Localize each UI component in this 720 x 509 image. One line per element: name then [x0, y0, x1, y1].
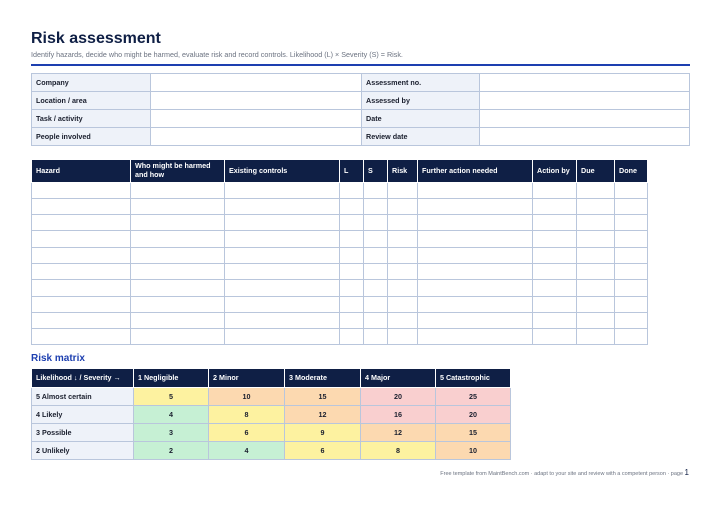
matrix-corner-label: Likelihood ↓ / Severity → — [32, 369, 134, 387]
hazard-cell[interactable] — [615, 215, 648, 231]
hazard-cell[interactable] — [533, 312, 577, 328]
footer-text: Free template from MaintBench.com · adapt to your site and review with a competent person · page — [440, 471, 684, 477]
hazard-cell[interactable] — [533, 280, 577, 296]
assessment-info-table — [31, 73, 690, 146]
hazard-cell[interactable] — [388, 280, 418, 296]
info-row — [32, 92, 690, 110]
hazard-cell[interactable] — [131, 296, 225, 312]
hazard-cell[interactable] — [418, 231, 533, 247]
hazard-cell[interactable] — [225, 280, 340, 296]
hazard-cell[interactable] — [32, 329, 131, 345]
task-label: Task / activity — [32, 110, 151, 128]
likelihood-label: 2 Unlikely — [32, 441, 134, 459]
matrix-body — [32, 387, 511, 459]
matrix-row — [32, 405, 511, 423]
col-header-hazard: Hazard — [32, 160, 131, 182]
col-header-who-harmed: Who might be harmed and how — [131, 160, 225, 182]
hazard-cell[interactable] — [577, 231, 615, 247]
hazard-cell[interactable] — [32, 231, 131, 247]
hazard-cell[interactable] — [533, 263, 577, 279]
hazard-cell[interactable] — [615, 263, 648, 279]
matrix-header-row — [32, 369, 511, 387]
hazard-cell[interactable] — [340, 247, 364, 263]
hazard-cell[interactable] — [418, 296, 533, 312]
hazard-cell[interactable] — [615, 231, 648, 247]
severity-header: 1 Negligible — [134, 369, 209, 387]
hazard-cell[interactable] — [577, 312, 615, 328]
hazard-cell[interactable] — [364, 231, 388, 247]
hazard-cell[interactable] — [225, 263, 340, 279]
hazard-cell[interactable] — [131, 182, 225, 198]
location-field[interactable] — [151, 92, 362, 110]
risk-score-cell: 2 — [134, 441, 209, 459]
hazard-cell[interactable] — [418, 215, 533, 231]
col-header-done: Done — [615, 160, 648, 182]
risk-score-cell: 5 — [134, 387, 209, 405]
title-divider — [31, 64, 690, 66]
hazard-cell[interactable] — [340, 215, 364, 231]
hazard-cell[interactable] — [533, 231, 577, 247]
hazard-cell[interactable] — [388, 296, 418, 312]
hazard-table — [31, 160, 648, 345]
hazard-cell[interactable] — [418, 182, 533, 198]
hazard-cell[interactable] — [577, 263, 615, 279]
hazard-cell[interactable] — [131, 263, 225, 279]
risk-score-cell: 8 — [209, 405, 285, 423]
hazard-row — [32, 296, 648, 312]
hazard-cell[interactable] — [32, 198, 131, 214]
hazard-cell[interactable] — [364, 198, 388, 214]
hazard-cell[interactable] — [131, 280, 225, 296]
hazard-cell[interactable] — [131, 247, 225, 263]
assessed-by-label: Assessed by — [362, 92, 480, 110]
page-number: 1 — [684, 468, 689, 477]
risk-score-cell: 3 — [134, 423, 209, 441]
risk-score-cell: 20 — [361, 387, 436, 405]
hazard-cell[interactable] — [364, 312, 388, 328]
hazard-cell[interactable] — [577, 182, 615, 198]
hazard-cell[interactable] — [615, 296, 648, 312]
hazard-row — [32, 247, 648, 263]
hazard-cell[interactable] — [388, 247, 418, 263]
risk-score-cell: 10 — [209, 387, 285, 405]
hazard-cell[interactable] — [388, 263, 418, 279]
hazard-table-body — [32, 182, 648, 345]
hazard-cell[interactable] — [225, 215, 340, 231]
col-header-risk: Risk — [388, 160, 418, 182]
date-field[interactable] — [480, 110, 690, 128]
hazard-row — [32, 312, 648, 328]
location-label: Location / area — [32, 92, 151, 110]
hazard-cell[interactable] — [225, 182, 340, 198]
assessment-no-label: Assessment no. — [362, 74, 480, 92]
assessment-no-field[interactable] — [480, 74, 690, 92]
risk-score-cell: 6 — [285, 441, 361, 459]
review-date-field[interactable] — [480, 128, 690, 146]
hazard-cell[interactable] — [615, 312, 648, 328]
hazard-cell[interactable] — [225, 247, 340, 263]
hazard-cell[interactable] — [131, 231, 225, 247]
hazard-row — [32, 280, 648, 296]
hazard-cell[interactable] — [131, 329, 225, 345]
matrix-row — [32, 387, 511, 405]
hazard-cell[interactable] — [131, 198, 225, 214]
hazard-row — [32, 182, 648, 198]
page-subtitle: Identify hazards, decide who might be harmed, evaluate risk and record controls. Likelihood (L) × Severity (S) = Risk. — [31, 50, 403, 59]
page-title: Risk assessment — [31, 30, 161, 47]
info-row — [32, 128, 690, 146]
hazard-cell[interactable] — [418, 198, 533, 214]
risk-score-cell: 8 — [361, 441, 436, 459]
hazard-cell[interactable] — [533, 329, 577, 345]
col-header-action-by: Action by — [533, 160, 577, 182]
hazard-cell[interactable] — [364, 280, 388, 296]
date-label: Date — [362, 110, 480, 128]
hazard-cell[interactable] — [577, 296, 615, 312]
hazard-cell[interactable] — [533, 247, 577, 263]
hazard-cell[interactable] — [225, 198, 340, 214]
hazard-cell[interactable] — [577, 198, 615, 214]
matrix-row — [32, 441, 511, 459]
hazard-cell[interactable] — [32, 215, 131, 231]
hazard-cell[interactable] — [615, 198, 648, 214]
hazard-cell[interactable] — [533, 182, 577, 198]
risk-score-cell: 4 — [134, 405, 209, 423]
likelihood-label: 5 Almost certain — [32, 387, 134, 405]
hazard-cell[interactable] — [388, 198, 418, 214]
hazard-cell[interactable] — [364, 247, 388, 263]
hazard-cell[interactable] — [533, 215, 577, 231]
hazard-cell[interactable] — [577, 247, 615, 263]
hazard-cell[interactable] — [225, 296, 340, 312]
assessed-by-field[interactable] — [480, 92, 690, 110]
hazard-cell[interactable] — [533, 198, 577, 214]
risk-score-cell: 25 — [436, 387, 511, 405]
people-field[interactable] — [151, 128, 362, 146]
severity-header: 4 Major — [361, 369, 436, 387]
risk-score-cell: 15 — [285, 387, 361, 405]
hazard-cell[interactable] — [615, 280, 648, 296]
hazard-cell[interactable] — [533, 296, 577, 312]
col-header-due: Due — [577, 160, 615, 182]
hazard-cell[interactable] — [577, 280, 615, 296]
hazard-cell[interactable] — [388, 215, 418, 231]
hazard-cell[interactable] — [131, 312, 225, 328]
hazard-cell[interactable] — [340, 198, 364, 214]
info-row — [32, 110, 690, 128]
hazard-cell[interactable] — [364, 296, 388, 312]
hazard-cell[interactable] — [388, 329, 418, 345]
risk-score-cell: 6 — [209, 423, 285, 441]
hazard-cell[interactable] — [340, 312, 364, 328]
col-header-existing-controls: Existing controls — [225, 160, 340, 182]
hazard-cell[interactable] — [225, 329, 340, 345]
page-footer — [440, 468, 689, 477]
hazard-cell[interactable] — [32, 263, 131, 279]
hazard-cell[interactable] — [340, 280, 364, 296]
severity-header: 3 Moderate — [285, 369, 361, 387]
col-header-severity: S — [364, 160, 388, 182]
hazard-cell[interactable] — [364, 263, 388, 279]
company-label: Company — [32, 74, 151, 92]
likelihood-label: 4 Likely — [32, 405, 134, 423]
hazard-cell[interactable] — [615, 329, 648, 345]
review-date-label: Review date — [362, 128, 480, 146]
hazard-cell[interactable] — [225, 312, 340, 328]
hazard-cell[interactable] — [418, 329, 533, 345]
people-label: People involved — [32, 128, 151, 146]
hazard-cell[interactable] — [32, 182, 131, 198]
hazard-cell[interactable] — [364, 182, 388, 198]
hazard-row — [32, 231, 648, 247]
risk-score-cell: 10 — [436, 441, 511, 459]
hazard-cell[interactable] — [388, 182, 418, 198]
matrix-row — [32, 423, 511, 441]
hazard-cell[interactable] — [340, 263, 364, 279]
hazard-header-row — [32, 160, 648, 182]
hazard-cell[interactable] — [340, 296, 364, 312]
hazard-cell[interactable] — [388, 231, 418, 247]
hazard-row — [32, 198, 648, 214]
hazard-cell[interactable] — [131, 215, 225, 231]
hazard-row — [32, 215, 648, 231]
hazard-cell[interactable] — [577, 329, 615, 345]
risk-score-cell: 16 — [361, 405, 436, 423]
risk-score-cell: 12 — [285, 405, 361, 423]
hazard-cell[interactable] — [364, 329, 388, 345]
hazard-cell[interactable] — [340, 231, 364, 247]
task-field[interactable] — [151, 110, 362, 128]
hazard-cell[interactable] — [32, 280, 131, 296]
hazard-cell[interactable] — [32, 247, 131, 263]
hazard-row — [32, 329, 648, 345]
risk-score-cell: 9 — [285, 423, 361, 441]
col-header-further-action: Further action needed — [418, 160, 533, 182]
hazard-cell[interactable] — [32, 296, 131, 312]
hazard-cell[interactable] — [418, 263, 533, 279]
risk-matrix-table — [31, 369, 511, 460]
hazard-cell[interactable] — [364, 215, 388, 231]
risk-score-cell: 20 — [436, 405, 511, 423]
severity-header: 2 Minor — [209, 369, 285, 387]
hazard-cell[interactable] — [388, 312, 418, 328]
hazard-row — [32, 263, 648, 279]
risk-score-cell: 12 — [361, 423, 436, 441]
likelihood-label: 3 Possible — [32, 423, 134, 441]
hazard-cell[interactable] — [340, 329, 364, 345]
hazard-cell[interactable] — [418, 247, 533, 263]
hazard-cell[interactable] — [32, 312, 131, 328]
risk-score-cell: 15 — [436, 423, 511, 441]
hazard-cell[interactable] — [418, 280, 533, 296]
info-row — [32, 74, 690, 92]
hazard-cell[interactable] — [340, 182, 364, 198]
col-header-likelihood: L — [340, 160, 364, 182]
risk-matrix-heading: Risk matrix — [31, 353, 85, 364]
severity-header: 5 Catastrophic — [436, 369, 511, 387]
hazard-cell[interactable] — [615, 247, 648, 263]
hazard-cell[interactable] — [418, 312, 533, 328]
hazard-cell[interactable] — [577, 215, 615, 231]
hazard-cell[interactable] — [615, 182, 648, 198]
hazard-cell[interactable] — [225, 231, 340, 247]
risk-score-cell: 4 — [209, 441, 285, 459]
company-field[interactable] — [151, 74, 362, 92]
